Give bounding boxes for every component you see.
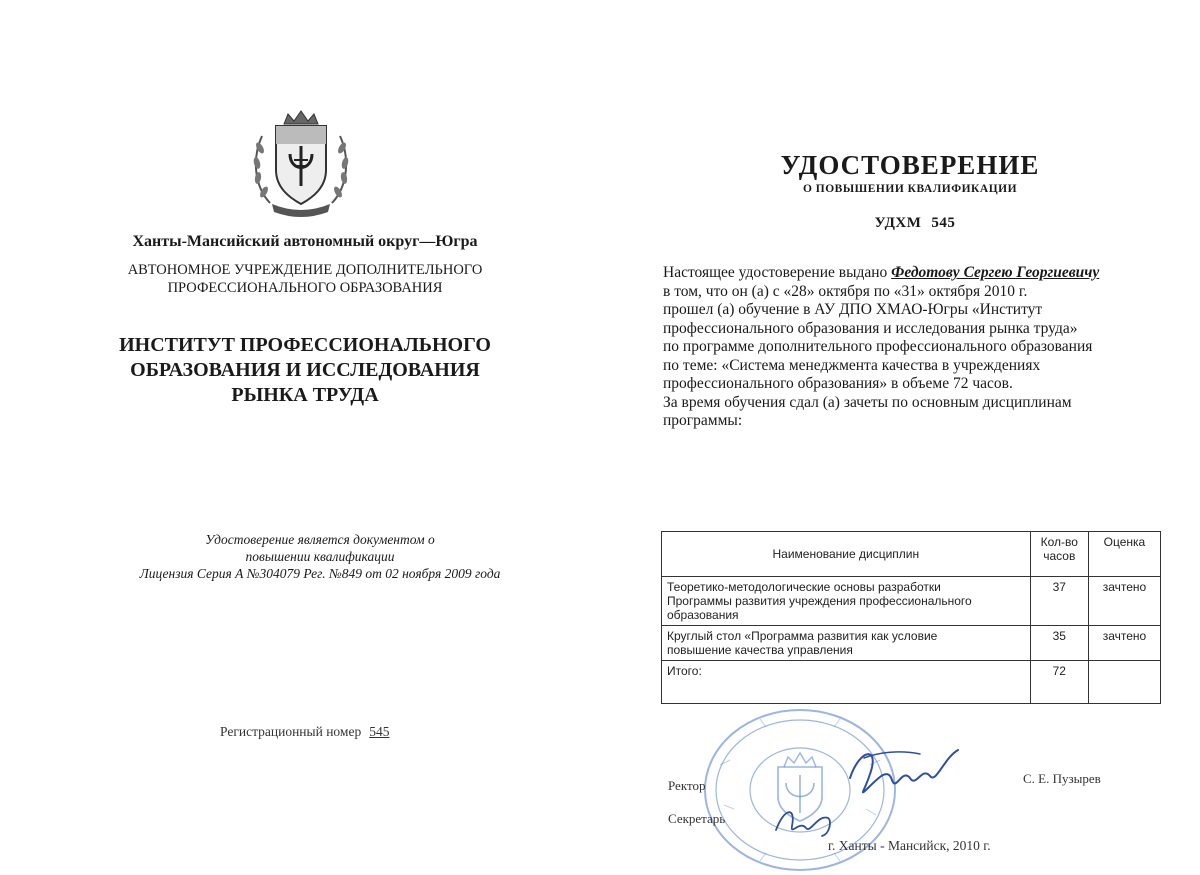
table-row xyxy=(662,626,1161,661)
document-number xyxy=(815,215,1015,232)
header-hours-line: Кол-во xyxy=(1040,535,1078,549)
body-line: по теме: «Система менеджмента качества в учреждениях xyxy=(663,356,1041,374)
discipline-grade: зачтено xyxy=(1088,626,1160,661)
organization-type xyxy=(100,261,510,297)
discipline-hours: 35 xyxy=(1030,626,1088,661)
discipline-name-line: образования xyxy=(667,608,739,622)
document-number-prefix: УДХМ xyxy=(874,215,922,231)
certificate-body xyxy=(663,264,1168,431)
secretary-label: Секретарь xyxy=(668,811,726,826)
discipline-name-line: повышение качества управления xyxy=(667,643,853,657)
document-number-value: 545 xyxy=(931,215,956,231)
city-year: г. Ханты - Мансийск, 2010 г. xyxy=(828,838,991,853)
table-total-row xyxy=(662,661,1161,704)
institute-name-line: РЫНКА ТРУДА xyxy=(231,384,379,406)
institute-name xyxy=(100,333,510,408)
table-row xyxy=(662,577,1161,626)
discipline-hours: 37 xyxy=(1030,577,1088,626)
institute-name-line: ОБРАЗОВАНИЯ И ИССЛЕДОВАНИЯ xyxy=(130,359,480,381)
header-grade: Оценка xyxy=(1088,532,1160,577)
discipline-grade: зачтено xyxy=(1088,577,1160,626)
registration-number-row xyxy=(220,724,389,740)
organization-type-line: АВТОНОМНОЕ УЧРЕЖДЕНИЕ ДОПОЛНИТЕЛЬНОГО xyxy=(127,262,483,278)
header-hours-line: часов xyxy=(1043,549,1076,563)
body-line: профессионального образования» в объеме 72 часов. xyxy=(663,375,1013,392)
total-label: Итого: xyxy=(662,661,1031,704)
body-line-prefix: Настоящее удостоверение выдано xyxy=(663,264,892,281)
body-line: программы: xyxy=(663,412,743,429)
header-discipline-name: Наименование дисциплин xyxy=(662,532,1031,577)
license-note-line: повышении квалификации xyxy=(245,549,395,564)
discipline-name-line: Программы развития учреждения профессионального xyxy=(667,594,972,608)
region-title: Ханты-Мансийский автономный округ—Югра xyxy=(132,233,478,250)
discipline-name xyxy=(662,626,1031,661)
license-note-line: Удостоверение является документом о xyxy=(205,532,435,547)
discipline-name xyxy=(662,577,1031,626)
license-note xyxy=(110,531,530,582)
rector-signature-icon xyxy=(840,738,970,808)
body-line: прошел (а) обучение в АУ ДПО ХМАО-Югры «Институт xyxy=(663,301,1043,318)
organization-type-line: ПРОФЕССИОНАЛЬНОГО ОБРАЗОВАНИЯ xyxy=(167,280,443,296)
body-line: За время обучения сдал (а) зачеты по основным дисциплинам xyxy=(663,393,1072,411)
coat-of-arms-icon xyxy=(248,108,354,218)
table-header-row xyxy=(662,532,1161,577)
discipline-name-line: Теоретико-методологические основы разработки xyxy=(667,580,941,594)
body-line: в том, что он (а) с «28» октября по «31» октября 2010 г. xyxy=(663,282,1028,300)
total-grade xyxy=(1088,661,1160,704)
rector-name: С. Е. Пузырев xyxy=(1023,771,1101,786)
document-subtitle: О ПОВЫШЕНИИ КВАЛИФИКАЦИИ xyxy=(802,183,1018,195)
body-line: профессионального образования и исследования рынка труда» xyxy=(663,319,1078,337)
institute-name-line: ИНСТИТУТ ПРОФЕССИОНАЛЬНОГО xyxy=(119,334,491,356)
license-note-line: Лицензия Серия А №304079 Рег. №849 от 02 ноября 2009 года xyxy=(139,566,501,581)
document-title: УДОСТОВЕРЕНИЕ xyxy=(780,150,1040,180)
discipline-name-line: Круглый стол «Программа развития как условие xyxy=(667,629,938,643)
rector-label: Ректор xyxy=(668,778,706,793)
body-line xyxy=(663,264,1168,283)
total-hours: 72 xyxy=(1030,661,1088,704)
disciplines-table xyxy=(661,531,1161,704)
body-line: по программе дополнительного профессионального образования xyxy=(663,338,1093,355)
recipient-name: Федотову Сергею Георгиевичу xyxy=(891,264,1100,281)
header-hours xyxy=(1030,532,1088,577)
registration-number: 545 xyxy=(369,724,390,739)
registration-label: Регистрационный номер xyxy=(220,724,362,739)
